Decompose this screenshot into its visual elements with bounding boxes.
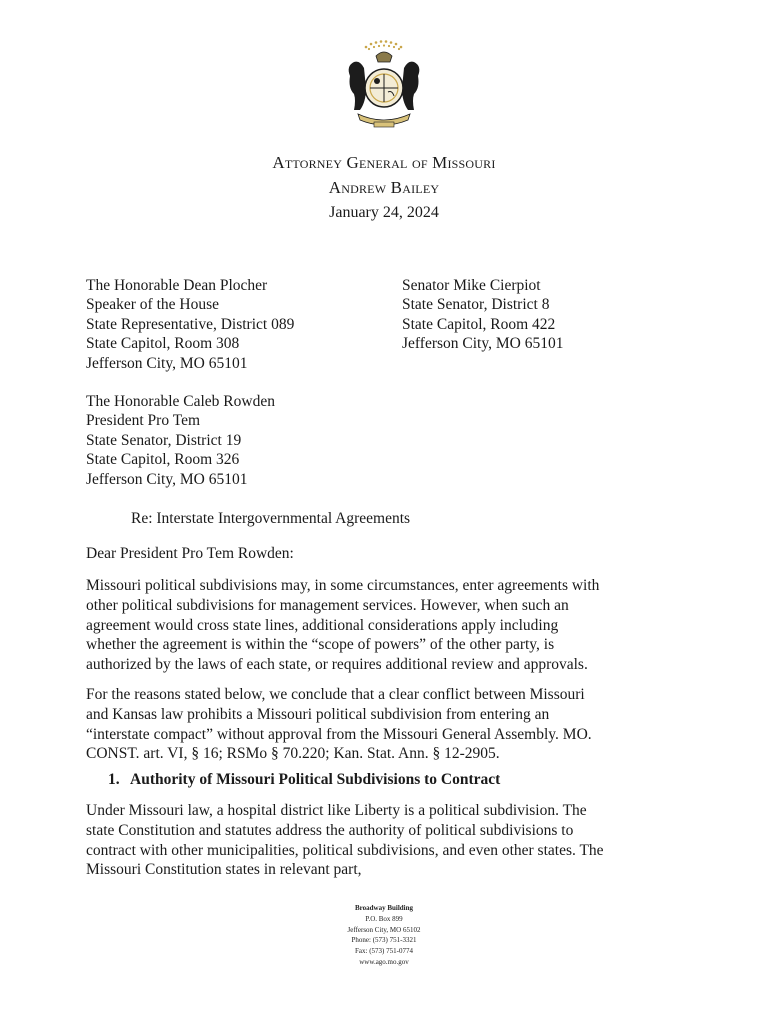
text-line: Missouri political subdivisions may, in some circumstances, enter agreements with	[86, 577, 600, 594]
text-line: other political subdivisions for management services. However, when such an	[86, 596, 569, 614]
office-title: Attorney General of Missouri	[272, 153, 496, 172]
recipient-block-rowden	[86, 392, 275, 489]
address-line: Senator Mike Cierpiot	[402, 277, 541, 294]
body-paragraph-2	[86, 685, 676, 764]
footer-fax: Fax: (573) 751-0774	[355, 947, 413, 956]
text-line: agreement would cross state lines, additional considerations apply including	[86, 616, 559, 634]
address-line: The Honorable Dean Plocher	[86, 277, 268, 294]
text-line: For the reasons stated below, we conclude that a clear conflict between Missouri	[86, 686, 585, 703]
address-line: State Representative, District 089	[86, 315, 295, 333]
letter-date: January 24, 2024	[329, 204, 439, 221]
address-line: State Capitol, Room 422	[402, 315, 556, 333]
address-line: Jefferson City, MO 65101	[86, 354, 248, 372]
text-line: state Constitution and statutes address the authority of political subdivisions to	[86, 821, 574, 839]
address-line: State Senator, District 8	[402, 296, 550, 314]
text-line: and Kansas law prohibits a Missouri political subdivision from entering an	[86, 705, 550, 723]
footer-website: www.ago.mo.gov	[359, 957, 409, 966]
letterhead	[0, 150, 768, 225]
section-title: Authority of Missouri Political Subdivisions to Contract	[130, 771, 501, 788]
attorney-general-name: Andrew Bailey	[328, 178, 440, 197]
text-line: Missouri Constitution states in relevant part,	[86, 861, 362, 879]
address-line: President Pro Tem	[86, 412, 201, 430]
address-line: Speaker of the House	[86, 296, 219, 314]
recipient-block-plocher	[86, 276, 294, 373]
body-paragraph-3	[86, 801, 676, 880]
text-line: whether the agreement is within the “scope of powers” of the other party, is	[86, 636, 555, 654]
text-line: CONST. art. VI, § 16; RSMo § 70.220; Kan. Stat. Ann. § 12-2905.	[86, 745, 500, 763]
text-line: “interstate compact” without approval from the Missouri General Assembly. MO.	[86, 725, 592, 743]
address-line: State Senator, District 19	[86, 431, 242, 449]
address-line: Jefferson City, MO 65101	[86, 470, 248, 488]
footer-city: Jefferson City, MO 65102	[347, 925, 421, 934]
footer-building: Broadway Building	[354, 904, 414, 912]
text-line: Under Missouri law, a hospital district like Liberty is a political subdivision. The	[86, 802, 587, 819]
section-number: 1.	[108, 771, 120, 788]
address-line: State Capitol, Room 308	[86, 335, 240, 353]
subject-line: Re: Interstate Intergovernmental Agreements	[131, 510, 411, 527]
body-paragraph-1	[86, 576, 676, 675]
address-line: The Honorable Caleb Rowden	[86, 393, 275, 410]
footer-address	[0, 903, 768, 968]
text-line: authorized by the laws of each state, or requires additional review and approvals.	[86, 656, 588, 674]
address-line: State Capitol, Room 326	[86, 451, 240, 469]
salutation: Dear President Pro Tem Rowden:	[86, 545, 294, 562]
text-line: contract with other municipalities, political subdivisions, and even other states. The	[86, 841, 604, 859]
section-heading	[108, 771, 500, 789]
recipient-block-cierpiot	[402, 276, 563, 354]
missouri-state-seal-icon	[336, 36, 432, 132]
footer-phone: Phone: (573) 751-3321	[351, 936, 417, 945]
footer-po-box: P.O. Box 899	[365, 914, 403, 923]
address-line: Jefferson City, MO 65101	[402, 335, 564, 353]
